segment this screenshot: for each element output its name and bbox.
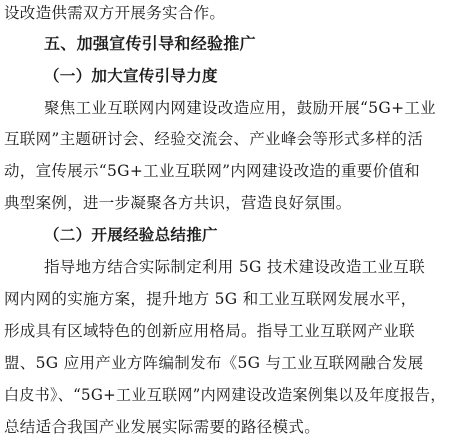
paragraph-line: 网内网的实施方案，提升地方 5G 和工业互联网发展水平，: [4, 290, 417, 308]
paragraph-line: 指导地方结合实际制定利用 5G 技术建设改造工业互联: [44, 258, 425, 276]
section-heading-five: 五、加强宣传引导和经验推广: [44, 34, 256, 53]
paragraph-line: 形成具有区域特色的创新应用格局。指导工业互联网产业联: [4, 322, 415, 340]
paragraph-line: 动，宣传展示“5G+工业互联网”内网建设改造的重要价值和: [4, 162, 420, 180]
paragraph-line: 盟、5G 应用产业方阵编制发布《5G 与工业互联网融合发展: [4, 354, 424, 372]
paragraph-line: 白皮书》、“5G+工业互联网”内网建设改造案例集以及年度报告，: [4, 386, 446, 404]
paragraph-line: 互联网”主题研讨会、经验交流会、产业峰会等形式多样的活: [4, 130, 424, 148]
paragraph-continuation-line: 设改造供需双方开展务实合作。: [4, 4, 226, 22]
paragraph-line: 总结适合我国产业发展实际需要的路径模式。: [4, 418, 321, 436]
paragraph-line: 聚焦工业互联网内网建设改造应用，鼓励开展“5G+工业: [44, 99, 436, 117]
paragraph-line: 典型案例，进一步凝聚各方共识，营造良好氛围。: [4, 194, 352, 212]
subsection-heading-one: （一）加大宣传引导力度: [44, 66, 218, 85]
subsection-heading-two: （二）开展经验总结推广: [44, 225, 218, 244]
